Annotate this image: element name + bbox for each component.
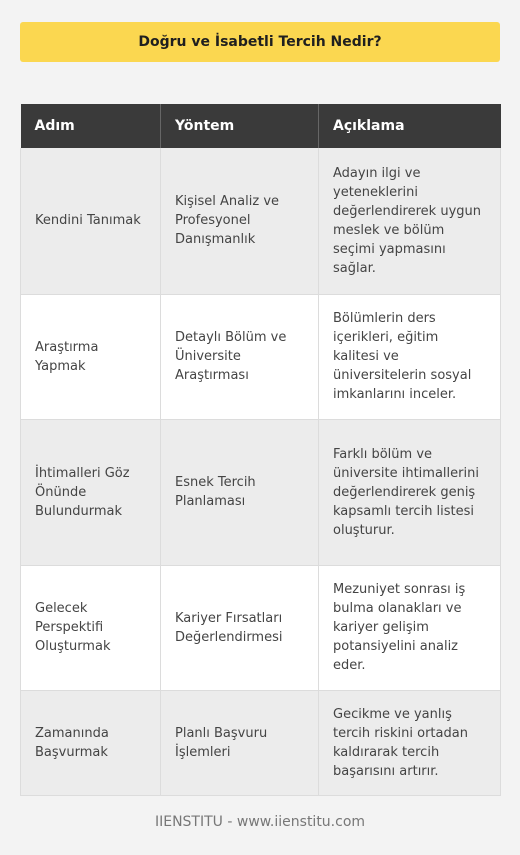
cell-method: Kişisel Analiz ve Profesyonel Danışmanlık — [161, 148, 319, 294]
cell-step: Zamanında Başvurmak — [21, 690, 161, 795]
cell-step: İhtimalleri Göz Önünde Bulundurmak — [21, 419, 161, 565]
table-row — [21, 690, 501, 795]
cell-step: Kendini Tanımak — [21, 148, 161, 294]
cell-method: Kariyer Fırsatları Değerlendirmesi — [161, 565, 319, 690]
header-cell-method: Yöntem — [161, 104, 319, 148]
table-row — [21, 419, 501, 565]
header-cell-step: Adım — [21, 104, 161, 148]
header-cell-description: Açıklama — [319, 104, 501, 148]
cell-method: Esnek Tercih Planlaması — [161, 419, 319, 565]
footer-credit: IIENSTITU - www.iienstitu.com — [154, 814, 366, 830]
table-header-row — [21, 104, 501, 148]
cell-description: Farklı bölüm ve üniversite ihtimallerini değerlendirerek geniş kapsamlı tercih listesi oluşturur. — [319, 419, 501, 565]
cell-description: Adayın ilgi ve yeteneklerini değerlendirerek uygun meslek ve bölüm seçimi yapmasını sağlar. — [319, 148, 501, 294]
table-row — [21, 294, 501, 419]
cell-method: Planlı Başvuru İşlemleri — [161, 690, 319, 795]
cell-description: Bölümlerin ders içerikleri, eğitim kalitesi ve üniversitelerin sosyal imkanlarını inceler. — [319, 294, 501, 419]
cell-method: Detaylı Bölüm ve Üniversite Araştırması — [161, 294, 319, 419]
cell-step: Gelecek Perspektifi Oluşturmak — [21, 565, 161, 690]
cell-description: Mezuniyet sonrası iş bulma olanakları ve kariyer gelişim potansiyelini analiz eder. — [319, 565, 501, 690]
table-row — [21, 565, 501, 690]
cell-step: Araştırma Yapmak — [21, 294, 161, 419]
cell-description: Gecikme ve yanlış tercih riskini ortadan kaldırarak tercih başarısını artırır. — [319, 690, 501, 795]
table-row — [21, 148, 501, 294]
info-table — [20, 104, 501, 796]
page-title: Doğru ve İsabetli Tercih Nedir? — [20, 22, 500, 62]
